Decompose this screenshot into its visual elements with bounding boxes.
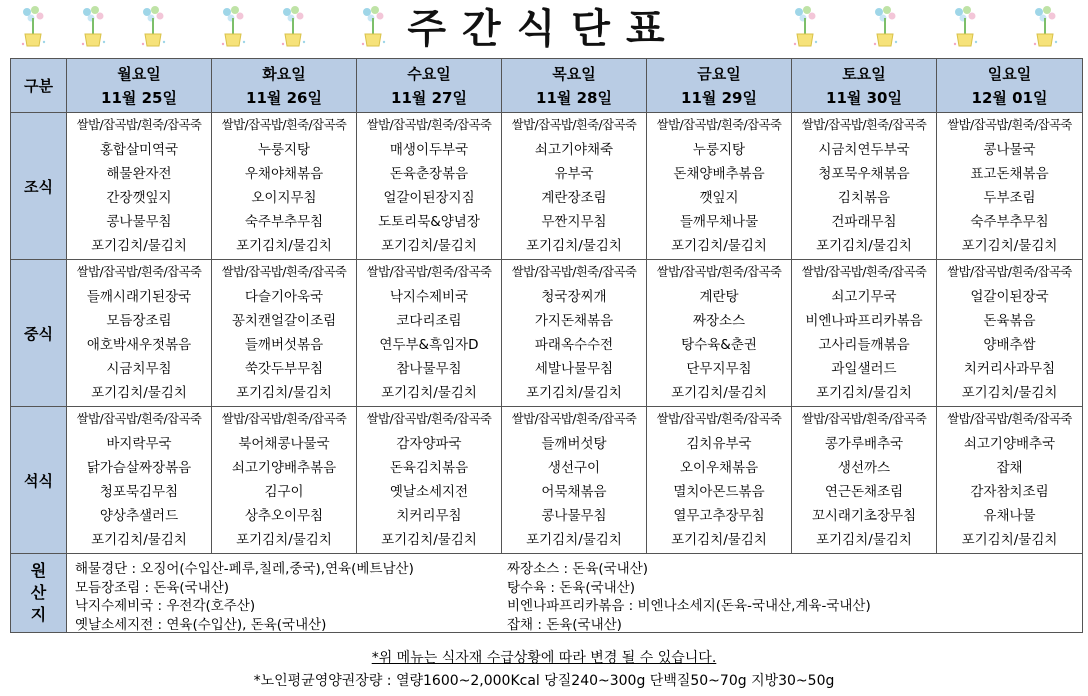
menu-item: 포기김치/물김치 (961, 532, 1058, 549)
menu-item: 꼬시래기초장무침 (811, 508, 917, 525)
menu-item: 얼갈이된장지짐 (383, 190, 475, 206)
menu-item: 고사리들깨볶음 (818, 337, 910, 353)
day-name: 토요일 (842, 64, 886, 83)
menu-item: 숙주부추무침 (244, 214, 324, 231)
menu-item: 쌀밥/잡곡밥/흰죽/잡곡죽 (947, 411, 1072, 427)
menu-item: 해물완자전 (106, 165, 172, 182)
menu-item: 멸치아몬드볶음 (673, 484, 765, 500)
menu-item: 계란탕 (699, 288, 739, 305)
menu-item: 쌀밥/잡곡밥/흰죽/잡곡죽 (511, 411, 637, 427)
day-header (212, 59, 357, 113)
menu-item: 탕수육&춘권 (681, 337, 757, 353)
menu-item: 쌀밥/잡곡밥/흰죽/잡곡죽 (511, 264, 637, 280)
menu-item: 파래옥수수전 (534, 337, 614, 353)
menu-item: 쇠고기양배추국 (963, 435, 1056, 452)
meal-row (11, 113, 1083, 260)
menu-item: 포기김치/물김치 (526, 385, 622, 402)
menu-cell (67, 260, 212, 407)
menu-item: 포기김치/물김치 (236, 385, 332, 402)
menu-item: 쌀밥/잡곡밥/흰죽/잡곡죽 (947, 117, 1072, 133)
menu-cell (212, 113, 357, 260)
menu-item: 콩가루배추국 (824, 435, 904, 452)
menu-item: 도토리묵&양념장 (378, 214, 480, 231)
change-notice: *위 메뉴는 식자재 수급상황에 따라 변경 될 수 있습니다. (371, 650, 717, 666)
menu-item: 양배추쌈 (983, 337, 1036, 353)
day-date: 11월 29일 (681, 88, 757, 107)
menu-item: 청포묵김무침 (99, 484, 179, 500)
menu-item: 들깨시래기된장국 (86, 288, 192, 305)
menu-item: 상추오이무침 (244, 508, 324, 525)
menu-item: 포기김치/물김치 (236, 532, 332, 549)
origin-line: 해물경단 : 오징어(수입산-페루,칠레,중국),연육(베트남산) (75, 561, 414, 577)
menu-item: 우채야채볶음 (244, 165, 324, 182)
menu-item: 무짠지무침 (541, 214, 607, 231)
menu-cell (937, 407, 1083, 554)
menu-cell (647, 113, 792, 260)
menu-item: 참나물무침 (396, 361, 462, 378)
menu-item: 포기김치/물김치 (91, 532, 187, 549)
day-name: 일요일 (987, 64, 1032, 83)
menu-item: 쌀밥/잡곡밥/흰죽/잡곡죽 (656, 264, 782, 280)
menu-item: 닭가슴살짜장볶음 (86, 459, 192, 476)
menu-item: 포기김치/물김치 (816, 238, 912, 255)
origin-row (11, 554, 1083, 633)
menu-item: 단무지무침 (686, 361, 752, 378)
menu-item: 포기김치/물김치 (961, 238, 1058, 255)
menu-item: 오이우채볶음 (679, 459, 759, 476)
meal-row (11, 260, 1083, 407)
menu-item: 꽁치캔얼갈이조림 (231, 312, 337, 329)
menu-item: 열무고추장무침 (673, 508, 765, 525)
origin-line: 잡채 : 돈육(국내산) (507, 616, 622, 633)
menu-item: 바지락무국 (106, 435, 172, 452)
day-date: 11월 30일 (826, 88, 902, 107)
origin-line: 짜장소스 : 돈육(국내산) (507, 561, 649, 577)
menu-item: 표고돈채볶음 (970, 165, 1049, 182)
menu-item: 생선까스 (837, 459, 891, 476)
day-header (647, 59, 792, 113)
origin-line: 탕수육 : 돈육(국내산) (507, 579, 635, 596)
page-header (0, 0, 1088, 58)
menu-item: 숙주부추무침 (970, 214, 1049, 231)
menu-item: 누룽지탕 (257, 141, 311, 158)
menu-item: 얼갈이된장국 (970, 288, 1049, 305)
menu-cell (502, 113, 647, 260)
menu-item: 애호박새우젓볶음 (86, 337, 192, 353)
day-header (937, 59, 1083, 113)
day-header (502, 59, 647, 113)
menu-item: 쌀밥/잡곡밥/흰죽/잡곡죽 (656, 411, 782, 427)
origin-list-right (507, 560, 871, 634)
menu-item: 들깨버섯볶음 (244, 337, 324, 353)
menu-item: 쌀밥/잡곡밥/흰죽/잡곡죽 (366, 264, 492, 280)
menu-item: 치커리무침 (396, 508, 462, 525)
menu-item: 포기김치/물김치 (526, 238, 622, 255)
menu-item: 쌀밥/잡곡밥/흰죽/잡곡죽 (801, 264, 927, 280)
menu-item: 돈채양배추볶음 (673, 165, 765, 182)
menu-item: 낙지수제비국 (389, 288, 469, 305)
menu-item: 포기김치/물김치 (816, 385, 912, 402)
menu-cell (502, 260, 647, 407)
day-date: 11월 26일 (246, 88, 322, 107)
meal-label: 중식 (11, 260, 67, 407)
menu-item: 포기김치/물김치 (381, 532, 477, 549)
menu-item: 쑥갓두부무침 (244, 361, 324, 378)
menu-item: 짜장소스 (692, 312, 746, 329)
meal-label: 조식 (11, 113, 67, 260)
day-date: 11월 27일 (391, 88, 467, 107)
menu-item: 돈육김치볶음 (389, 459, 469, 476)
origin-label-char: 지 (30, 605, 47, 624)
menu-cell (357, 260, 502, 407)
day-name: 화요일 (262, 64, 306, 83)
menu-cell (67, 407, 212, 554)
day-name: 월요일 (117, 64, 161, 83)
menu-cell (647, 260, 792, 407)
menu-item: 쌀밥/잡곡밥/흰죽/잡곡죽 (221, 411, 347, 427)
weekly-menu-table (10, 58, 1083, 633)
day-name: 수요일 (407, 64, 451, 83)
menu-item: 쇠고기야채죽 (534, 141, 614, 158)
menu-item: 포기김치/물김치 (816, 532, 912, 549)
menu-item: 포기김치/물김치 (671, 238, 767, 255)
day-name: 금요일 (697, 64, 741, 83)
menu-item: 누룽지탕 (692, 141, 746, 158)
menu-item: 시금치연두부국 (818, 141, 910, 158)
menu-item: 과일샐러드 (831, 361, 897, 378)
origin-label (11, 554, 67, 633)
menu-item: 모듬장조림 (106, 312, 172, 329)
header-gubun: 구분 (11, 59, 67, 113)
menu-item: 쇠고기무국 (831, 288, 897, 305)
menu-cell (357, 407, 502, 554)
menu-item: 포기김치/물김치 (671, 532, 767, 549)
menu-item: 감자참치조림 (970, 484, 1049, 500)
menu-item: 콩나물무침 (541, 508, 607, 525)
menu-item: 코다리조림 (396, 312, 462, 329)
menu-item: 포기김치/물김치 (91, 238, 187, 255)
menu-cell (792, 407, 937, 554)
page-title: 주간식단표 (407, 6, 681, 52)
menu-item: 돈육춘장볶음 (389, 165, 469, 182)
menu-item: 김구이 (264, 484, 304, 500)
menu-item: 유채나물 (983, 508, 1036, 525)
menu-cell (67, 113, 212, 260)
menu-cell (792, 113, 937, 260)
menu-cell (502, 407, 647, 554)
menu-cell (937, 113, 1083, 260)
menu-item: 잡채 (996, 459, 1023, 476)
menu-item: 포기김치/물김치 (91, 385, 187, 402)
menu-item: 포기김치/물김치 (671, 385, 767, 402)
menu-item: 옛날소세지전 (389, 484, 469, 500)
menu-item: 깻잎지 (699, 190, 739, 206)
menu-cell (792, 260, 937, 407)
day-date: 12월 01일 (971, 88, 1048, 107)
origin-label-char: 산 (30, 583, 47, 602)
menu-item: 청국장찌개 (541, 288, 607, 305)
meal-label: 석식 (11, 407, 67, 554)
origin-list-left (75, 560, 414, 634)
day-header (357, 59, 502, 113)
menu-cell (937, 260, 1083, 407)
menu-item: 포기김치/물김치 (381, 385, 477, 402)
menu-item: 포기김치/물김치 (381, 238, 477, 255)
menu-item: 쌀밥/잡곡밥/흰죽/잡곡죽 (947, 264, 1072, 280)
menu-item: 감자양파국 (396, 435, 462, 452)
menu-item: 치커리사과무침 (963, 361, 1056, 378)
meal-row (11, 407, 1083, 554)
menu-item: 다슬기아욱국 (244, 288, 324, 305)
day-header (792, 59, 937, 113)
menu-item: 쌀밥/잡곡밥/흰죽/잡곡죽 (801, 411, 927, 427)
menu-item: 쌀밥/잡곡밥/흰죽/잡곡죽 (76, 411, 202, 427)
menu-item: 청포묵우채볶음 (818, 165, 910, 182)
menu-item: 포기김치/물김치 (236, 238, 332, 255)
origin-info (67, 554, 1083, 633)
menu-item: 어묵채볶음 (541, 484, 607, 500)
origin-line: 비엔나파프리카볶음 : 비엔나소세지(돈육-국내산,계육-국내산) (507, 598, 871, 614)
origin-line: 낙지수제비국 : 우전각(호주산) (75, 598, 256, 614)
menu-item: 김치유부국 (686, 435, 752, 452)
menu-item: 포기김치/물김치 (526, 532, 622, 549)
menu-cell (212, 260, 357, 407)
menu-item: 세발나물무침 (534, 361, 614, 378)
menu-cell (647, 407, 792, 554)
menu-item: 시금치무침 (106, 361, 172, 378)
menu-cell (212, 407, 357, 554)
menu-item: 쌀밥/잡곡밥/흰죽/잡곡죽 (801, 117, 927, 133)
menu-item: 콩나물무침 (106, 214, 172, 231)
menu-item: 비엔나파프리카볶음 (805, 312, 923, 329)
menu-item: 홍합살미역국 (99, 141, 179, 158)
day-date: 11월 25일 (101, 88, 177, 107)
menu-item: 콩나물국 (983, 141, 1036, 158)
day-date: 11월 28일 (536, 88, 612, 107)
menu-item: 들깨무채나물 (679, 214, 759, 231)
menu-item: 오이지무침 (251, 190, 317, 206)
menu-item: 매생이두부국 (389, 141, 469, 158)
menu-item: 김치볶음 (837, 190, 891, 206)
menu-item: 연근돈채조림 (824, 484, 904, 500)
menu-item: 쌀밥/잡곡밥/흰죽/잡곡죽 (656, 117, 782, 133)
menu-item: 계란장조림 (541, 190, 607, 206)
menu-item: 두부조림 (983, 190, 1036, 206)
day-header (67, 59, 212, 113)
menu-item: 생선구이 (547, 459, 601, 476)
day-name: 목요일 (552, 64, 596, 83)
header-row (11, 59, 1083, 113)
menu-item: 쇠고기양배추볶음 (231, 459, 337, 476)
origin-line: 모듬장조림 : 돈육(국내산) (75, 579, 230, 596)
menu-item: 포기김치/물김치 (961, 385, 1058, 402)
origin-line: 옛날소세지전 : 연육(수입산), 돈육(국내산) (75, 616, 327, 633)
menu-item: 들깨버섯탕 (541, 435, 607, 452)
menu-item: 쌀밥/잡곡밥/흰죽/잡곡죽 (76, 264, 202, 280)
menu-item: 쌀밥/잡곡밥/흰죽/잡곡죽 (76, 117, 202, 133)
menu-item: 쌀밥/잡곡밥/흰죽/잡곡죽 (366, 117, 492, 133)
menu-item: 연두부&흑임자D (379, 337, 479, 353)
origin-label-char: 원 (30, 561, 47, 580)
menu-item: 양상추샐러드 (99, 508, 179, 525)
menu-item: 쌀밥/잡곡밥/흰죽/잡곡죽 (511, 117, 637, 133)
menu-item: 쌀밥/잡곡밥/흰죽/잡곡죽 (221, 117, 347, 133)
menu-cell (357, 113, 502, 260)
menu-item: 쌀밥/잡곡밥/흰죽/잡곡죽 (366, 411, 492, 427)
nutrition-note: *노인평균영양권장량 : 열량1600~2,000Kcal 당질240~300g 단백질50~70g 지방30~50g (253, 673, 835, 689)
menu-item: 간장깻잎지 (106, 190, 172, 206)
menu-item: 돈육볶음 (983, 312, 1036, 329)
menu-item: 가지돈채볶음 (534, 312, 614, 329)
menu-item: 북어채콩나물국 (238, 435, 330, 452)
menu-item: 유부국 (554, 165, 594, 182)
menu-item: 건파래무침 (831, 214, 897, 231)
menu-item: 쌀밥/잡곡밥/흰죽/잡곡죽 (221, 264, 347, 280)
